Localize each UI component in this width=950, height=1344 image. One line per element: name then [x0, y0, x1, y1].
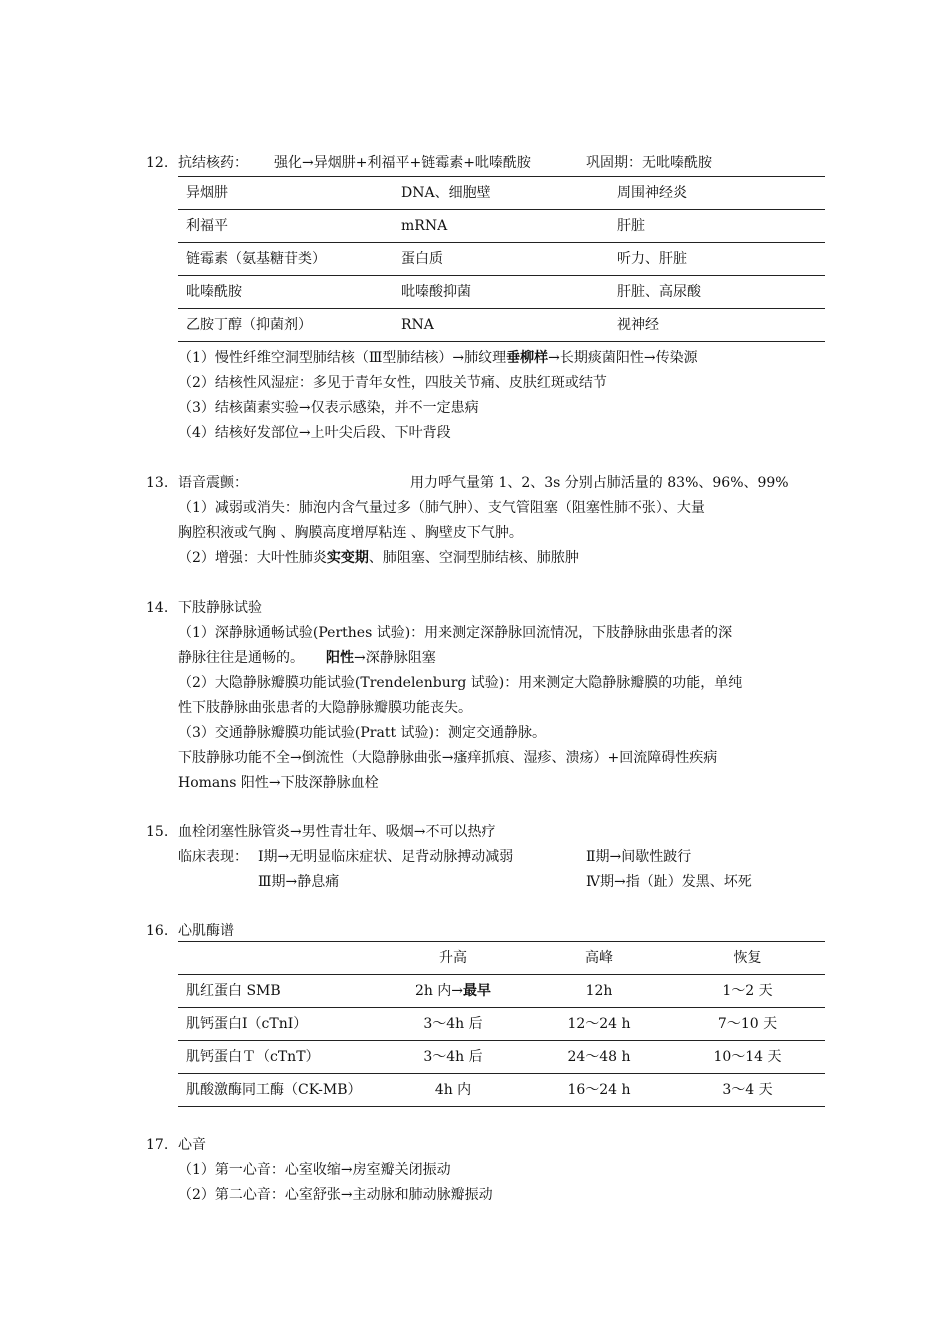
- table-header-row: [178, 942, 825, 975]
- enzyme-recovery: 1～2 天: [670, 975, 825, 1008]
- table-header: 高峰: [585, 950, 613, 966]
- section-13-number: 13.: [146, 475, 169, 491]
- perthes-test-cont: 静脉往往是通畅的。 阳性→深静脉阻塞: [178, 650, 436, 666]
- drug-side-effect: 肝脏: [609, 210, 825, 243]
- section-13-fev: 用力呼气量第 1、2、3s 分别占肺活量的 83%、96%、99%: [410, 475, 789, 491]
- section-15-title: 血栓闭塞性脉管炎→男性青壮年、吸烟→不可以热疗: [178, 824, 496, 840]
- stage-2: Ⅱ期→间歇性跛行: [586, 849, 692, 865]
- enzyme-rise: 4h 内: [378, 1074, 528, 1107]
- fremitus-increase: （2）增强：大叶性肺炎实变期、肺阻塞、空洞型肺结核、肺脓肿: [178, 550, 579, 566]
- table-row: [178, 309, 825, 342]
- drug-target: mRNA: [393, 210, 609, 243]
- drug-name: 异烟肼: [186, 185, 228, 201]
- venous-insufficiency: 下肢静脉功能不全→倒流性（大隐静脉曲张→瘙痒抓痕、湿疹、溃疡）+回流障碍性疾病: [178, 750, 718, 766]
- table-row: [178, 1008, 825, 1041]
- drug-side-effect: 听力、肝脏: [609, 243, 825, 276]
- pratt-test: （3）交通静脉瓣膜功能试验(Pratt 试验)：测定交通静脉。: [178, 725, 546, 741]
- tb-note-2: （2）结核性风湿症：多见于青年女性，四肢关节痛、皮肤红斑或结节: [178, 375, 607, 391]
- enzyme-peak: 16～24 h: [528, 1074, 670, 1107]
- table-row: [178, 210, 825, 243]
- section-14-number: 14.: [146, 600, 169, 616]
- section-15-number: 15.: [146, 824, 169, 840]
- section-16-title: 心肌酶谱: [178, 923, 234, 939]
- drug-side-effect: 肝脏、高尿酸: [609, 276, 825, 309]
- table-row: [178, 276, 825, 309]
- tb-note-3: （3）结核菌素实验→仅表示感染，并不一定患病: [178, 400, 479, 416]
- table-row: [178, 975, 825, 1008]
- clinical-label: 临床表现：: [178, 849, 248, 865]
- section-14-title: 下肢静脉试验: [178, 600, 262, 616]
- second-heart-sound: （2）第二心音：心室舒张→主动脉和肺动脉瓣振动: [178, 1187, 493, 1203]
- table-row: [178, 1041, 825, 1074]
- table-row: [178, 177, 825, 210]
- drug-name: 乙胺丁醇（抑菌剂）: [178, 309, 393, 342]
- enzyme-name: 肌钙蛋白Ⅰ（cTnI）: [178, 1008, 378, 1041]
- table-row: [178, 243, 825, 276]
- section-16-number: 16.: [146, 923, 169, 939]
- tb-drug-table: [178, 176, 825, 342]
- enzyme-recovery: 10～14 天: [670, 1041, 825, 1074]
- drug-name: 利福平: [178, 210, 393, 243]
- section-12-regimen: 强化→异烟肼+利福平+链霉素+吡嗪酰胺: [274, 155, 531, 171]
- table-header: 恢复: [733, 950, 762, 966]
- drug-target: 吡嗪酸抑菌: [393, 276, 609, 309]
- enzyme-peak: 12～24 h: [528, 1008, 670, 1041]
- first-heart-sound: （1）第一心音：心室收缩→房室瓣关闭振动: [178, 1162, 451, 1178]
- tb-note-1: （1）慢性纤维空洞型肺结核（Ⅲ型肺结核）→肺纹理垂柳样→长期痰菌阳性→传染源: [178, 350, 698, 366]
- drug-target: RNA: [393, 309, 609, 342]
- enzyme-table: [178, 941, 825, 1107]
- section-12-title: 抗结核药：: [178, 155, 248, 171]
- stage-3: Ⅲ期→静息痛: [258, 874, 340, 890]
- enzyme-name: 肌红蛋白 SMB: [178, 975, 378, 1008]
- homans-sign: Homans 阳性→下肢深静脉血栓: [178, 775, 379, 791]
- enzyme-rise: 3～4h 后: [378, 1008, 528, 1041]
- stage-4: Ⅳ期→指（趾）发黑、坏死: [586, 874, 752, 890]
- drug-side-effect: 视神经: [609, 309, 825, 342]
- enzyme-peak: 24～48 h: [528, 1041, 670, 1074]
- drug-name: 吡嗪酰胺: [178, 276, 393, 309]
- drug-side-effect: 周围神经炎: [617, 185, 687, 201]
- enzyme-recovery: 3～4 天: [670, 1074, 825, 1107]
- enzyme-rise: 2h 内→最早: [378, 975, 528, 1008]
- drug-target: DNA、细胞壁: [401, 185, 491, 201]
- table-header: [178, 942, 378, 975]
- enzyme-name: 肌钙蛋白Ｔ（cTnT）: [178, 1041, 378, 1074]
- enzyme-recovery: 7～10 天: [670, 1008, 825, 1041]
- section-17-number: 17.: [146, 1137, 169, 1153]
- trendelenburg-test: （2）大隐静脉瓣膜功能试验(Trendelenburg 试验)：用来测定大隐静脉瓣膜的功能，单纯: [178, 675, 743, 691]
- enzyme-peak: 12h: [528, 975, 670, 1008]
- table-row: [178, 1074, 825, 1107]
- stage-1: Ⅰ期→无明显临床症状、足背动脉搏动减弱: [258, 849, 514, 865]
- section-12-number: 12.: [146, 155, 169, 171]
- enzyme-rise: 3～4h 后: [378, 1041, 528, 1074]
- perthes-test: （1）深静脉通畅试验(Perthes 试验)：用来测定深静脉回流情况，下肢静脉曲张患者的深: [178, 625, 733, 641]
- section-12-consolidation: 巩固期：无吡嗪酰胺: [586, 155, 712, 171]
- section-17-title: 心音: [178, 1137, 206, 1153]
- fremitus-decrease-cont: 胸腔积液或气胸 、胸膜高度增厚粘连 、胸壁皮下气肿。: [178, 525, 523, 541]
- section-13-title: 语音震颤：: [178, 475, 248, 491]
- drug-target: 蛋白质: [393, 243, 609, 276]
- tb-note-4: （4）结核好发部位→上叶尖后段、下叶背段: [178, 425, 451, 441]
- enzyme-name: 肌酸激酶同工酶（CK-MB）: [178, 1074, 378, 1107]
- drug-name: 链霉素（氨基糖苷类）: [178, 243, 393, 276]
- table-header: 升高: [439, 950, 467, 966]
- fremitus-decrease: （1）减弱或消失：肺泡内含气量过多（肺气肿）、支气管阻塞（阻塞性肺不张）、大量: [178, 500, 705, 516]
- trendelenburg-test-cont: 性下肢静脉曲张患者的大隐静脉瓣膜功能丧失。: [178, 700, 472, 716]
